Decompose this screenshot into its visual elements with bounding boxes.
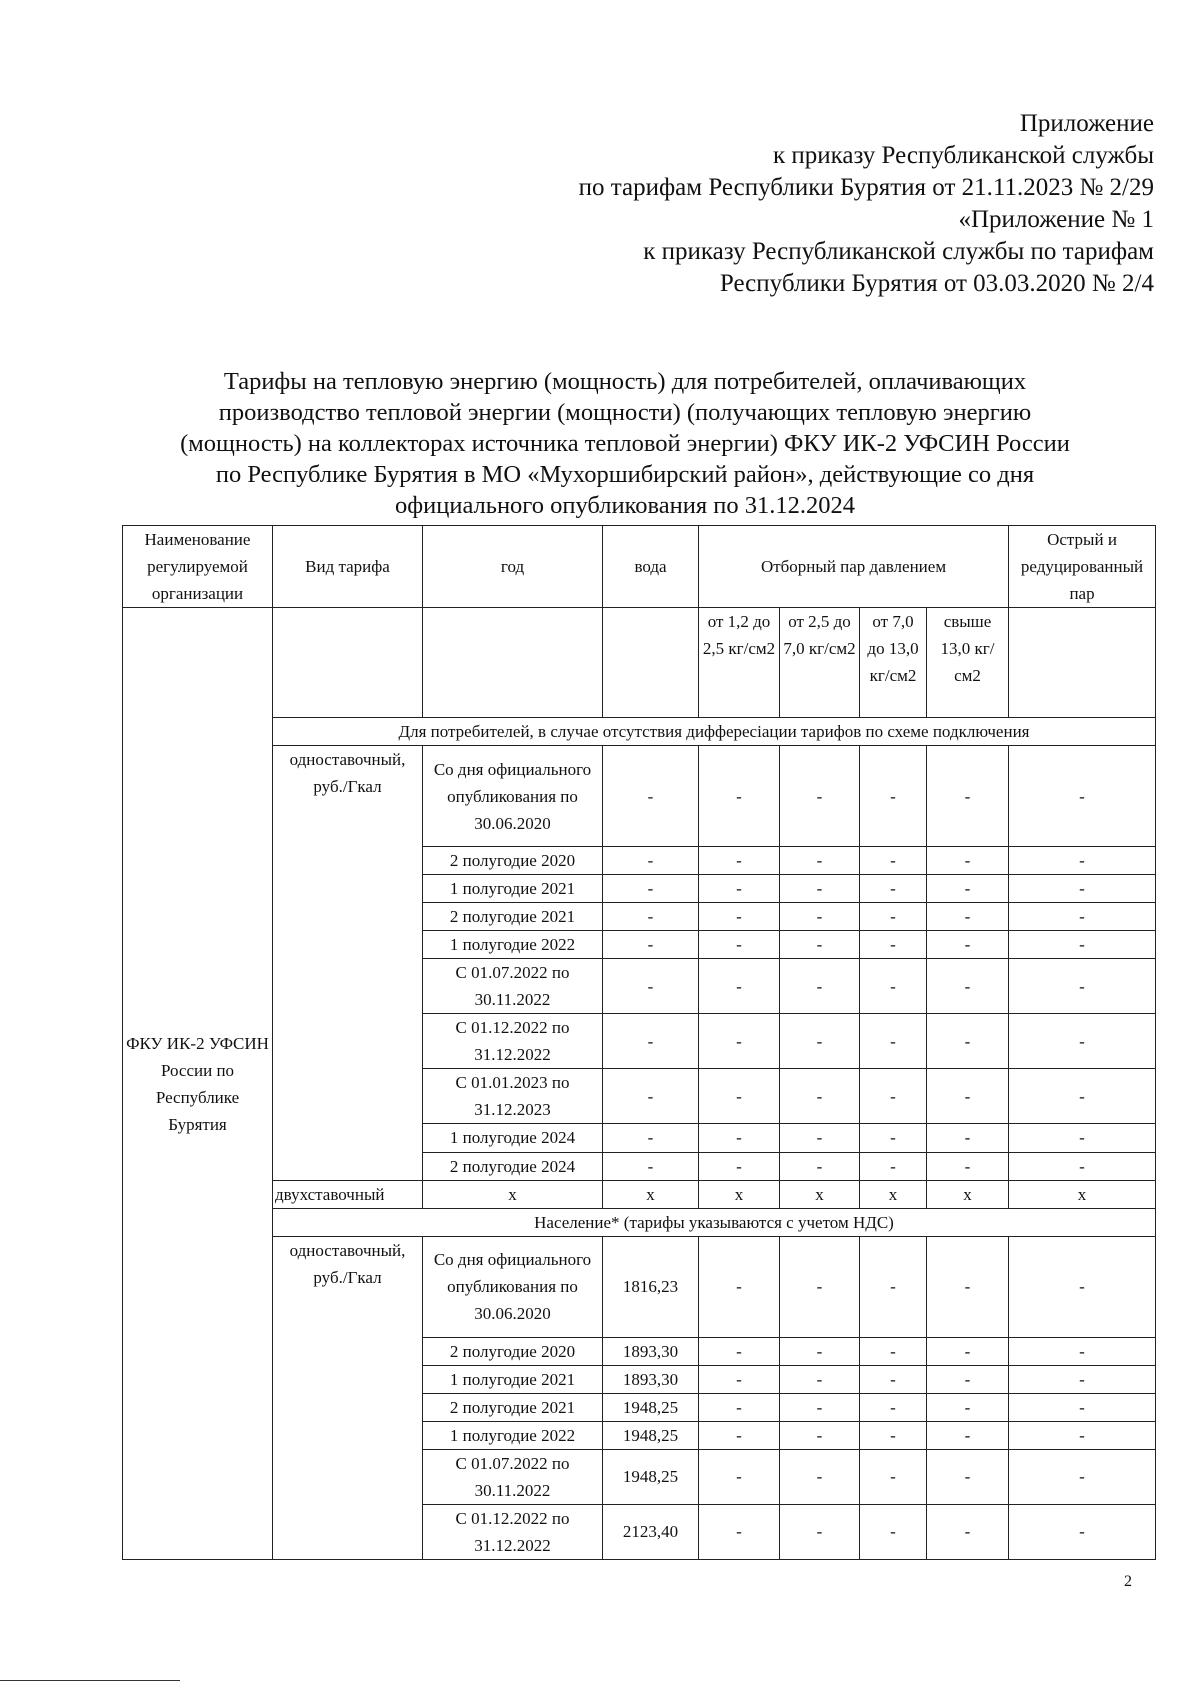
value-cell: х — [699, 1180, 780, 1208]
header-selected-steam: Отборный пар давлением — [699, 526, 1009, 608]
subheader-pressure-2: от 2,5 до 7,0 кг/см2 — [780, 608, 860, 718]
document-title — [120, 366, 1130, 521]
subheader-pressure-4: свыше 13,0 кг/см2 — [927, 608, 1009, 718]
value-cell: - — [699, 847, 780, 875]
value-cell: - — [927, 1069, 1009, 1124]
header-org: Наименование регулируемой организации — [123, 526, 273, 608]
header-row — [123, 526, 1156, 608]
value-cell: - — [780, 1152, 860, 1180]
period-cell: С 01.12.2022 по 31.12.2022 — [423, 1014, 603, 1069]
value-cell: - — [860, 847, 927, 875]
header-line: к приказу Республиканской службы по тарифам — [643, 238, 1154, 265]
value-cell: - — [860, 1014, 927, 1069]
value-cell: - — [1009, 1421, 1156, 1449]
header-tariff-type: Вид тарифа — [273, 526, 423, 608]
value-cell: - — [699, 1337, 780, 1365]
empty-cell — [1009, 608, 1156, 718]
period-cell: 1 полугодие 2022 — [423, 931, 603, 959]
period-cell: С 01.07.2022 по 30.11.2022 — [423, 1449, 603, 1504]
value-cell: - — [603, 903, 699, 931]
header-line: по тарифам Республики Бурятия от 21.11.2023 № 2/29 — [578, 174, 1154, 201]
value-cell: - — [780, 1124, 860, 1152]
value-cell: - — [780, 1236, 860, 1337]
period-cell: 1 полугодие 2024 — [423, 1124, 603, 1152]
value-cell: - — [780, 1337, 860, 1365]
header-line: Республики Бурятия от 03.03.2020 № 2/4 — [719, 270, 1154, 297]
value-cell: - — [860, 1449, 927, 1504]
period-cell: 2 полугодие 2020 — [423, 847, 603, 875]
value-cell: - — [1009, 903, 1156, 931]
value-cell: - — [927, 847, 1009, 875]
value-cell: - — [699, 1236, 780, 1337]
value-cell: - — [603, 875, 699, 903]
value-cell: х — [860, 1180, 927, 1208]
single-rate-label: одноставочный, руб./Гкал — [273, 1236, 423, 1559]
value-cell: - — [927, 1365, 1009, 1393]
value-cell: - — [699, 959, 780, 1014]
period-cell: 1 полугодие 2021 — [423, 875, 603, 903]
org-name-cell: ФКУ ИК-2 УФСИН России по Республике Бурятия — [123, 608, 273, 1560]
value-cell: 1948,25 — [603, 1449, 699, 1504]
table-row — [123, 1180, 1156, 1208]
header-line: Приложение — [1019, 110, 1154, 137]
title-line: производство тепловой энергии (мощности) (получающих тепловую энергию — [218, 399, 1032, 426]
value-cell: - — [699, 1124, 780, 1152]
value-cell: - — [927, 1337, 1009, 1365]
value-cell: - — [699, 1152, 780, 1180]
scan-artifact-line — [0, 1680, 180, 1681]
value-cell: - — [780, 1014, 860, 1069]
value-cell: - — [1009, 746, 1156, 847]
value-cell: - — [1009, 959, 1156, 1014]
value-cell: - — [927, 1449, 1009, 1504]
appendix-header — [434, 108, 1154, 300]
header-sharp-steam: Острый и редуцированный пар — [1009, 526, 1156, 608]
value-cell: - — [1009, 1504, 1156, 1559]
value-cell: - — [927, 1504, 1009, 1559]
value-cell: - — [860, 1504, 927, 1559]
value-cell: 1893,30 — [603, 1337, 699, 1365]
header-water: вода — [603, 526, 699, 608]
value-cell: - — [603, 1014, 699, 1069]
value-cell: х — [603, 1180, 699, 1208]
value-cell: - — [780, 1449, 860, 1504]
value-cell: 1948,25 — [603, 1393, 699, 1421]
subheader-pressure-1: от 1,2 до 2,5 кг/см2 — [699, 608, 780, 718]
value-cell: - — [699, 1449, 780, 1504]
title-line: (мощность) на коллекторах источника тепловой энергии) ФКУ ИК-2 УФСИН России — [180, 430, 1070, 457]
value-cell: - — [860, 903, 927, 931]
two-rate-label: двухставочный — [273, 1180, 423, 1208]
header-year: год — [423, 526, 603, 608]
title-line: Тарифы на тепловую энергию (мощность) для потребителей, оплачивающих — [223, 368, 1027, 395]
value-cell: - — [1009, 1236, 1156, 1337]
value-cell: - — [927, 1152, 1009, 1180]
period-cell: 2 полугодие 2024 — [423, 1152, 603, 1180]
value-cell: - — [699, 1014, 780, 1069]
section-title-1: Для потребителей, в случае отсутствия диффереciации тарифов по схеме подключения — [273, 718, 1156, 746]
value-cell: - — [927, 1393, 1009, 1421]
value-cell: - — [1009, 1069, 1156, 1124]
value-cell: - — [780, 1504, 860, 1559]
value-cell: - — [780, 875, 860, 903]
value-cell: - — [780, 847, 860, 875]
value-cell: - — [927, 1124, 1009, 1152]
value-cell: - — [927, 1421, 1009, 1449]
section-row — [123, 1208, 1156, 1236]
value-cell: - — [860, 959, 927, 1014]
value-cell: - — [860, 875, 927, 903]
page-number: 2 — [1124, 1573, 1132, 1590]
title-line: официального опубликования по 31.12.2024 — [395, 492, 855, 519]
value-cell: - — [860, 1365, 927, 1393]
value-cell: - — [699, 1421, 780, 1449]
value-cell: - — [1009, 1014, 1156, 1069]
value-cell: - — [699, 1393, 780, 1421]
value-cell: - — [603, 1124, 699, 1152]
table-row — [123, 1236, 1156, 1337]
value-cell: - — [927, 959, 1009, 1014]
value-cell: - — [780, 1365, 860, 1393]
single-rate-label: одноставочный, руб./Гкал — [273, 746, 423, 1180]
value-cell: - — [1009, 1152, 1156, 1180]
value-cell: - — [780, 1393, 860, 1421]
value-cell: - — [1009, 931, 1156, 959]
value-cell: - — [780, 931, 860, 959]
subheader-row — [123, 608, 1156, 718]
value-cell: - — [1009, 1124, 1156, 1152]
value-cell: - — [603, 1152, 699, 1180]
header-line: «Приложение № 1 — [958, 206, 1154, 233]
value-cell: - — [603, 959, 699, 1014]
tariff-table — [122, 525, 1156, 1560]
value-cell: - — [1009, 1449, 1156, 1504]
value-cell: - — [1009, 1365, 1156, 1393]
value-cell: 1893,30 — [603, 1365, 699, 1393]
period-cell: С 01.01.2023 по 31.12.2023 — [423, 1069, 603, 1124]
value-cell: х — [780, 1180, 860, 1208]
value-cell: 2123,40 — [603, 1504, 699, 1559]
value-cell: - — [927, 1236, 1009, 1337]
value-cell: - — [860, 746, 927, 847]
section-row — [123, 718, 1156, 746]
header-line: к приказу Республиканской службы — [772, 142, 1154, 169]
value-cell: - — [1009, 847, 1156, 875]
value-cell: - — [603, 746, 699, 847]
period-cell: 1 полугодие 2021 — [423, 1365, 603, 1393]
value-cell: - — [927, 875, 1009, 903]
value-cell: - — [603, 931, 699, 959]
value-cell: - — [860, 1393, 927, 1421]
value-cell: 1948,25 — [603, 1421, 699, 1449]
value-cell: - — [860, 931, 927, 959]
tariff-table-body — [123, 526, 1156, 1560]
value-cell: - — [699, 1504, 780, 1559]
value-cell: - — [699, 931, 780, 959]
value-cell: - — [699, 1365, 780, 1393]
value-cell: - — [780, 746, 860, 847]
value-cell: - — [699, 746, 780, 847]
value-cell: - — [780, 1069, 860, 1124]
title-line: по Республике Бурятия в МО «Мухоршибирский район», действующие со дня — [215, 461, 1035, 488]
value-cell: х — [1009, 1180, 1156, 1208]
empty-cell — [423, 608, 603, 718]
value-cell: - — [860, 1124, 927, 1152]
period-cell: 1 полугодие 2022 — [423, 1421, 603, 1449]
value-cell: - — [780, 1421, 860, 1449]
value-cell: - — [927, 931, 1009, 959]
table-row — [123, 746, 1156, 847]
value-cell: - — [927, 903, 1009, 931]
period-cell: Со дня официального опубликования по 30.06.2020 — [423, 746, 603, 847]
period-cell: 2 полугодие 2020 — [423, 1337, 603, 1365]
value-cell: 1816,23 — [603, 1236, 699, 1337]
value-cell: - — [780, 903, 860, 931]
value-cell: - — [860, 1152, 927, 1180]
period-cell: С 01.12.2022 по 31.12.2022 — [423, 1504, 603, 1559]
value-cell: - — [1009, 1337, 1156, 1365]
value-cell: - — [603, 847, 699, 875]
value-cell: - — [780, 959, 860, 1014]
value-cell: - — [927, 1014, 1009, 1069]
value-cell: - — [860, 1069, 927, 1124]
period-cell: х — [423, 1180, 603, 1208]
value-cell: - — [699, 903, 780, 931]
section-title-2: Население* (тарифы указываются с учетом НДС) — [273, 1208, 1156, 1236]
period-cell: 2 полугодие 2021 — [423, 1393, 603, 1421]
period-cell: С 01.07.2022 по 30.11.2022 — [423, 959, 603, 1014]
value-cell: - — [1009, 1393, 1156, 1421]
subheader-pressure-3: от 7,0 до 13,0 кг/см2 — [860, 608, 927, 718]
period-cell: 2 полугодие 2021 — [423, 903, 603, 931]
value-cell: - — [860, 1236, 927, 1337]
empty-cell — [603, 608, 699, 718]
value-cell: - — [699, 1069, 780, 1124]
empty-cell — [273, 608, 423, 718]
value-cell: - — [1009, 875, 1156, 903]
value-cell: - — [699, 875, 780, 903]
value-cell: - — [860, 1337, 927, 1365]
value-cell: - — [927, 746, 1009, 847]
value-cell: - — [860, 1421, 927, 1449]
value-cell: х — [927, 1180, 1009, 1208]
period-cell: Со дня официального опубликования по 30.06.2020 — [423, 1236, 603, 1337]
value-cell: - — [603, 1069, 699, 1124]
